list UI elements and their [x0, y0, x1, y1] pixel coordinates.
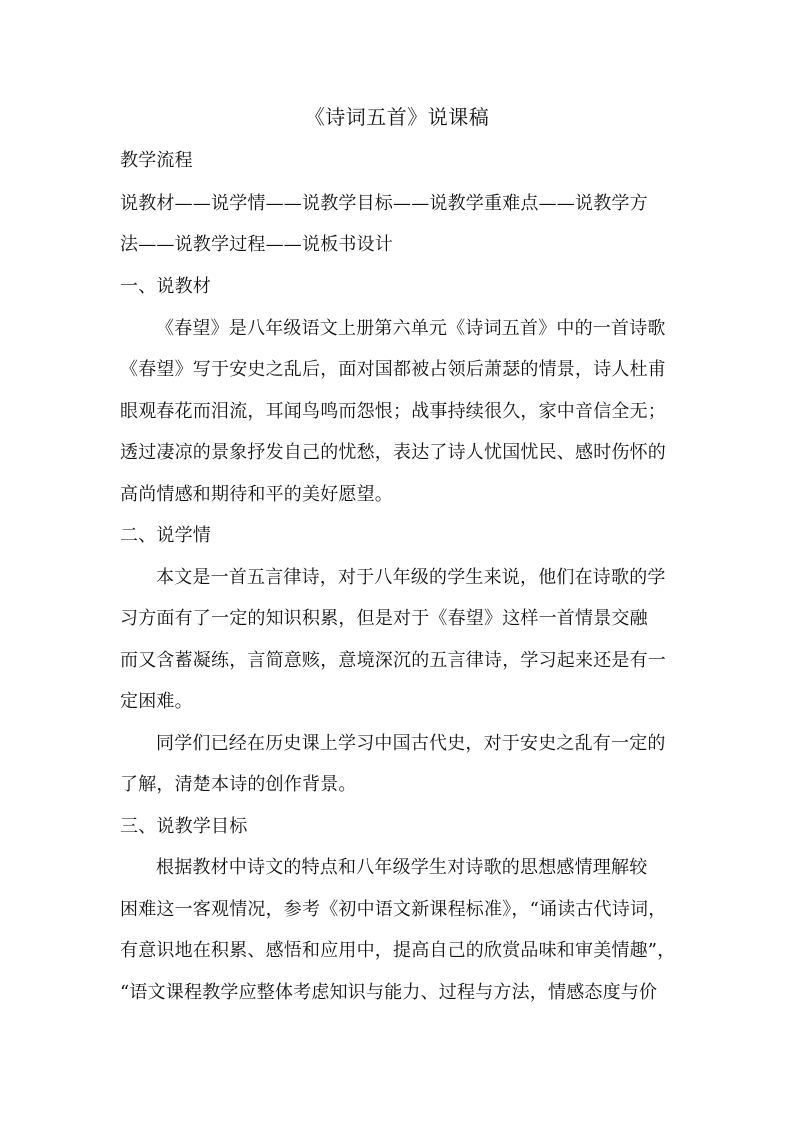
paragraph-line: 本文是一首五言律诗，对于八年级的学生来说，他们在诗歌的学 — [156, 567, 666, 588]
paragraph-line: 《春望》写于安史之乱后，面对国都被占领后萧瑟的情景，诗人杜甫 — [120, 359, 666, 380]
paragraph-line: 透过凄凉的景象抒发自己的忧愁，表达了诗人忧国忧民、感时伤怀的 — [120, 442, 666, 463]
paragraph-line: 定困难。 — [120, 691, 193, 712]
paragraph-line: 高尚情感和期待和平的美好愿望。 — [120, 484, 393, 505]
paragraph-line: 同学们已经在历史课上学习中国古代史，对于安史之乱有一定的 — [156, 733, 666, 754]
paragraph-line: 习方面有了一定的知识积累，但是对于《春望》这样一首情景交融 — [120, 608, 648, 629]
paragraph-line: 有意识地在积累、感悟和应用中，提高自己的欣赏品味和审美情趣”， — [120, 940, 676, 961]
paragraph-line: 说教材——说学情——说教学目标——说教学重难点——说教学方 — [120, 193, 648, 214]
document-title: 《诗词五首》说课稿 — [304, 105, 490, 129]
section-heading-textbook: 一、说教材 — [120, 276, 211, 297]
paragraph-line: 眼观春花而泪流，耳闻鸟鸣而怨恨；战事持续很久，家中音信全无； — [120, 401, 666, 422]
paragraph-line: 根据教材中诗文的特点和八年级学生对诗歌的思想感情理解较 — [156, 857, 648, 878]
paragraph-line: 困难这一客观情况，参考《初中语文新课程标准》，“诵读古代诗词， — [120, 899, 667, 920]
section-heading-objectives: 三、说教学目标 — [120, 816, 248, 837]
paragraph-line: “语文课程教学应整体考虑知识与能力、过程与方法，情感态度与价 — [120, 982, 658, 1003]
paragraph-line: 《春望》是八年级语文上册第六单元《诗词五首》中的一首诗歌 — [156, 318, 666, 339]
paragraph-line: 法——说教学过程——说板书设计 — [120, 234, 393, 255]
paragraph-line: 了解，清楚本诗的创作背景。 — [120, 774, 357, 795]
paragraph-line: 而又含蓄凝练，言简意赅，意境深沉的五言律诗，学习起来还是有一 — [120, 650, 666, 671]
section-heading-teaching-process: 教学流程 — [120, 150, 193, 171]
section-heading-students: 二、说学情 — [120, 525, 211, 546]
